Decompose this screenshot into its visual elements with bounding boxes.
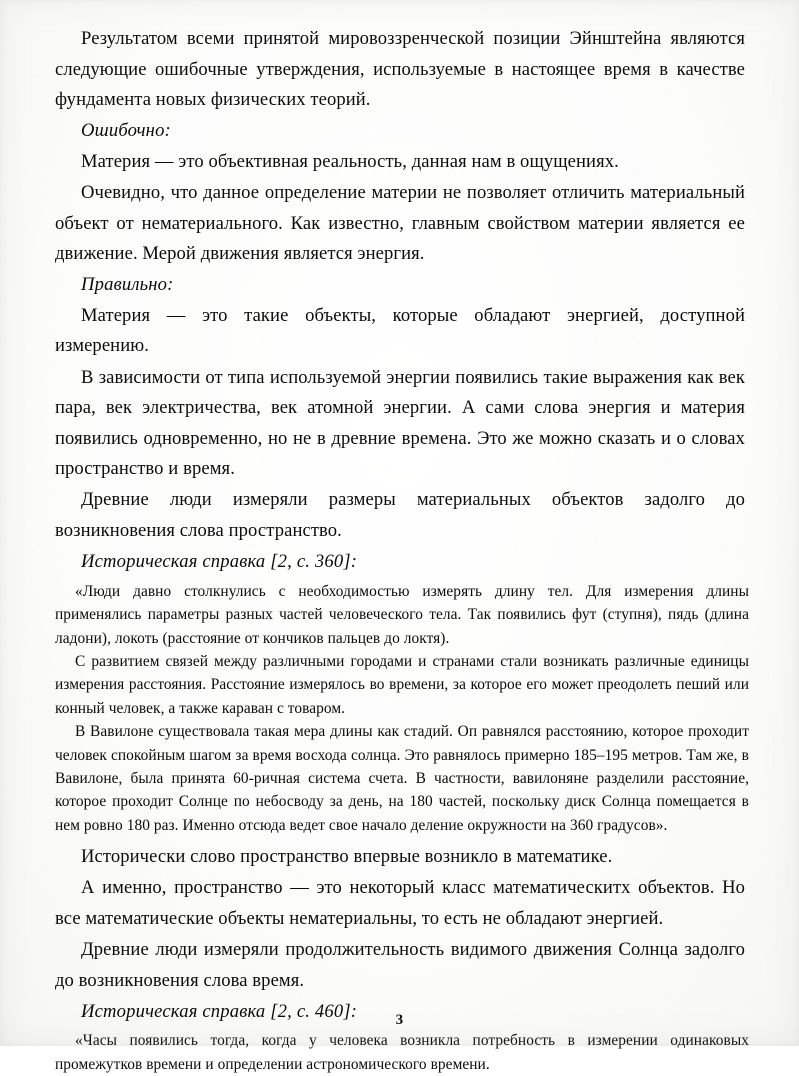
paragraph-intro: Результатом всеми принятой мировоззренческой позиции Эйнштейна являются следующие ошибочные утверждения, используемые в настоящее время в качестве фундамента новых физических теорий. [55, 28, 745, 111]
note-paragraph-clocks: «Часы появились тогда, когда у человека возникла потребность в измерении одинаковых промежутков времени и определении астрономического времени. [55, 1032, 749, 1073]
heading-historical-note-460: Историческая справка [2, с. 460]: [81, 1000, 358, 1022]
page-number: 3 [395, 1012, 404, 1028]
heading-pravilno: Правильно: [81, 274, 174, 296]
note-paragraph-babylon-stadium: В Вавилоне существовала такая мера длины как стадий. Оп равнялся расстоянию, которое проходит человек спокойным шагом за время восхода солнца. Это равнялось примерно 185–195 метров. Там же, в Вавилоне, была принята 60-ричная система счета. В частности, вавилоняне разделили расстояние, которое проходит Солнце по небосводу за день, на 180 частей, поскольку диск Солнца помещается в нем ровно 180 раз. Именно отсюда ведет свое начало деление окружности на 360 градусов». [55, 723, 749, 834]
paragraph-space-in-mathematics: Исторически слово пространство впервые возникло в математике. [81, 846, 613, 868]
paragraph-matter-wrong-definition: Материя — это объективная реальность, данная нам в ощущениях. [81, 150, 619, 172]
heading-oshibochno: Ошибочно: [81, 120, 171, 142]
paragraph-matter-critique: Очевидно, что данное определение материи не позволяет отличить материальный объект от нематериального. Как известно, главным свойством материи является ее движение. Мерой движения является энергия. [55, 181, 745, 265]
heading-historical-note-360: Историческая справка [2, с. 360]: [81, 551, 358, 573]
paragraph-mathematical-objects: А именно, пространство — это некоторый класс математическитх объектов. Но все математические объекты нематериальны, то есть не обладают энергией. [55, 877, 745, 929]
paragraph-matter-correct-definition: Материя — это такие объекты, которые обладают энергией, доступной измерению. [55, 304, 745, 357]
paragraph-ancient-measuring-time: Древние люди измеряли продолжительность видимого движения Солнца задолго до возникновения слова время. [55, 938, 745, 991]
paragraph-ancient-measuring-space: Древние люди измеряли размеры материальных объектов задолго до возникновения слова пространство. [55, 489, 745, 541]
note-paragraph-distance-units: С развитием связей между различными городами и странами стали возникать различные единицы измерения расстояния. Расстояние измерялось во времени, за которое его может преодолеть пеший или конный человек, а также караван с товаром. [55, 652, 749, 717]
note-paragraph-body-units: «Люди давно столкнулись с необходимостью измерять длину тел. Для измерения длины применялись параметры разных частей человеческого тела. Так появились фут (ступня), пядь (длина ладони), локоть (расстояние от кончиков пальцев до локтя). [55, 582, 749, 647]
paragraph-energy-types: В зависимости от типа используемой энергии появились такие выражения как век пара, век электричества, век атомной энергии. А сами слова энергия и материя появились одновременно, но не в древние времена. Это же можно сказать и о словах пространство и время. [55, 366, 745, 480]
text-column [55, 24, 749, 1076]
